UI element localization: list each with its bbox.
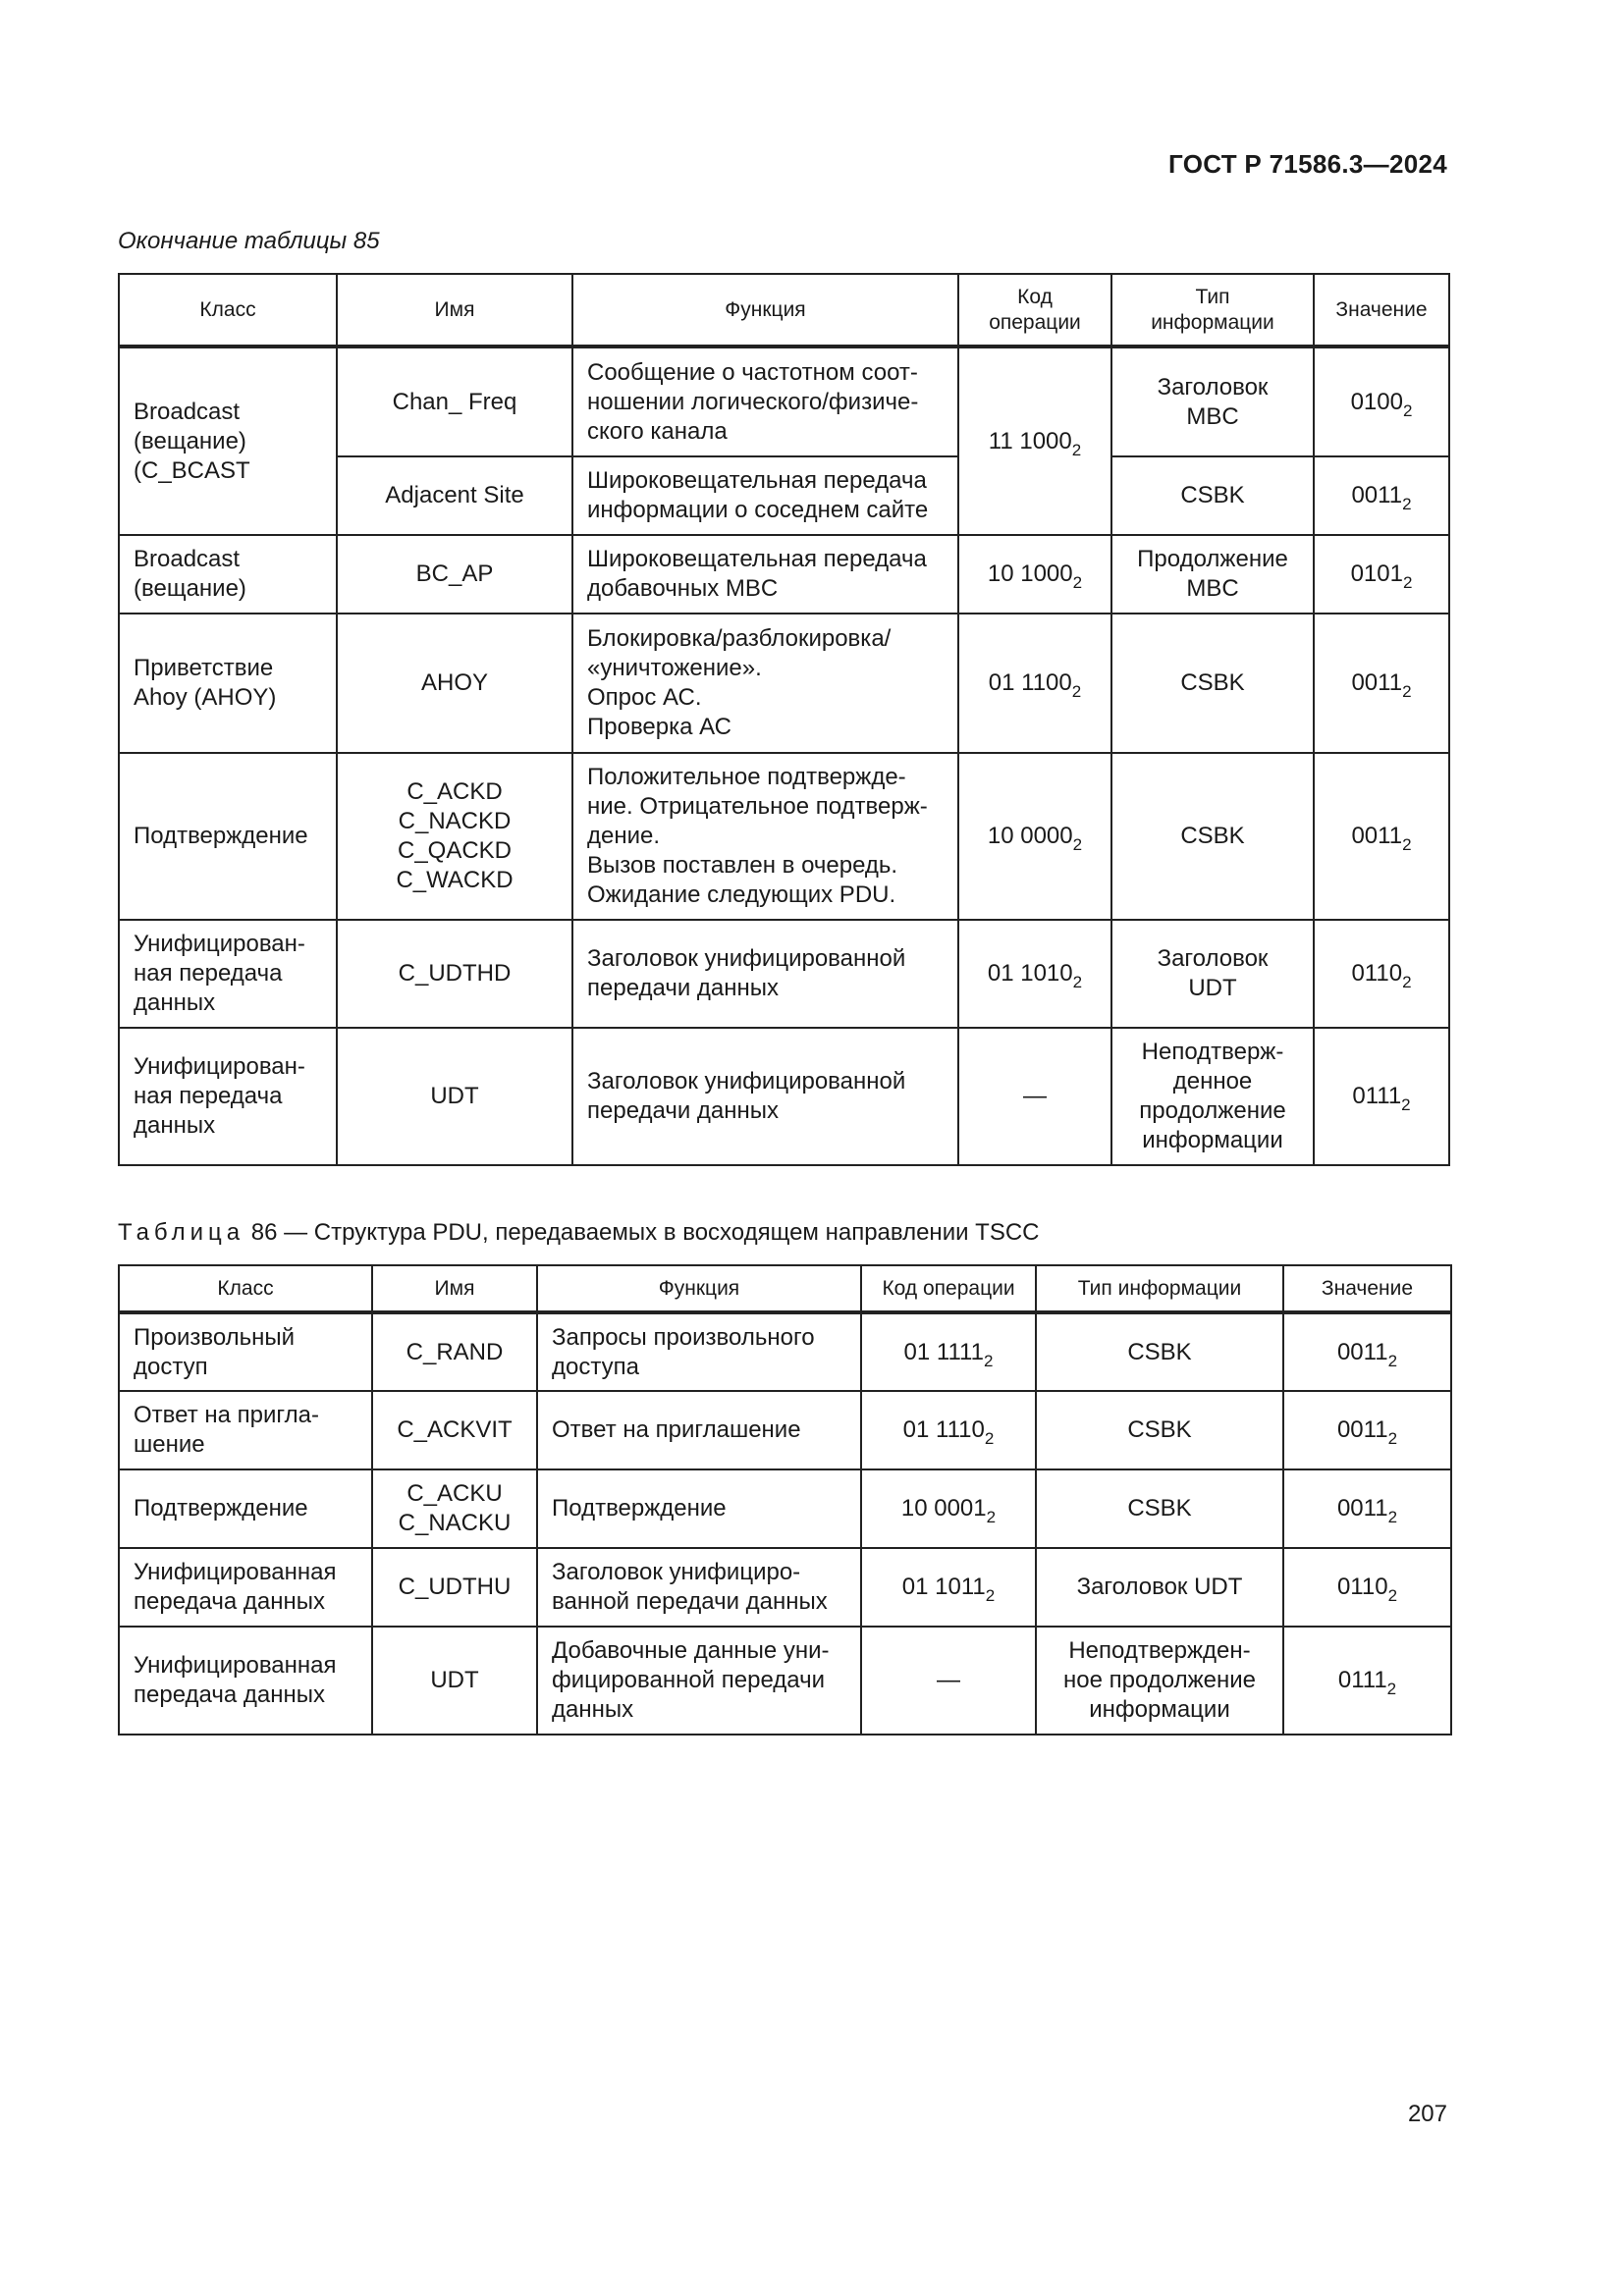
cell-value xyxy=(1283,1627,1451,1735)
column-header-class: Класс xyxy=(119,274,337,347)
value-base-subscript: 2 xyxy=(1401,1095,1411,1114)
table-row xyxy=(119,1627,1451,1735)
value-base-subscript: 2 xyxy=(1402,573,1413,592)
value-base-subscript: 2 xyxy=(1387,1351,1398,1370)
cell-info-type: Неподтверж- денное продолжение информации xyxy=(1111,1028,1314,1165)
cell-function: Заголовок унифицированной передачи данных xyxy=(572,1028,958,1165)
cell-value xyxy=(1314,456,1449,535)
table-85 xyxy=(118,273,1450,1166)
cell-function: Ответ на приглашение xyxy=(537,1391,861,1469)
value-base-subscript: 2 xyxy=(1402,973,1412,991)
opcode-base-subscript: 2 xyxy=(986,1508,997,1526)
cell-name: C_ACKD C_NACKD C_QACKD C_WACKD xyxy=(337,753,572,920)
table-86-header-row xyxy=(119,1265,1451,1312)
value-base-subscript: 2 xyxy=(1402,682,1412,701)
table-row xyxy=(119,1548,1451,1627)
cell-info-type: CSBK xyxy=(1111,753,1314,920)
cell-class: Broadcast (вещание) xyxy=(119,535,337,614)
table-86-caption-prefix: Таблица xyxy=(118,1219,245,1246)
cell-value xyxy=(1314,347,1449,456)
opcode-digits: 11 1000 xyxy=(988,427,1072,454)
cell-value xyxy=(1283,1469,1451,1548)
column-header-info-type: Тип информации xyxy=(1111,274,1314,347)
opcode-base-subscript: 2 xyxy=(1072,573,1083,592)
cell-function: Запросы произвольного доступа xyxy=(537,1312,861,1391)
cell-value xyxy=(1314,920,1449,1028)
cell-function: Заголовок унифициро- ванной передачи данных xyxy=(537,1548,861,1627)
cell-value xyxy=(1314,535,1449,614)
cell-class: Унифицированная передача данных xyxy=(119,1627,372,1735)
value-digits: 0011 xyxy=(1336,1416,1388,1443)
cell-name: C_ACKVIT xyxy=(372,1391,537,1469)
column-header-class: Класс xyxy=(119,1265,372,1312)
cell-class: Подтверждение xyxy=(119,753,337,920)
column-header-info-type: Тип информации xyxy=(1036,1265,1283,1312)
cell-value xyxy=(1283,1391,1451,1469)
opcode-base-subscript: 2 xyxy=(985,1586,996,1605)
table-row xyxy=(119,753,1449,920)
value-base-subscript: 2 xyxy=(1387,1508,1398,1526)
table-row xyxy=(119,1391,1451,1469)
value-digits: 0011 xyxy=(1351,669,1403,696)
cell-info-type: CSBK xyxy=(1036,1469,1283,1548)
value-digits: 0111 xyxy=(1337,1667,1387,1693)
cell-opcode xyxy=(861,1548,1036,1627)
cell-opcode: — xyxy=(958,1028,1111,1165)
cell-class: Произвольный доступ xyxy=(119,1312,372,1391)
table-row xyxy=(119,1028,1449,1165)
cell-function: Положительное подтвержде- ние. Отрицательное подтверж- дение. Вызов поставлен в очередь. Ожидание следующих PDU. xyxy=(572,753,958,920)
value-digits: 0011 xyxy=(1336,1495,1388,1522)
cell-class: Ответ на пригла- шение xyxy=(119,1391,372,1469)
cell-info-type: Заголовок UDT xyxy=(1036,1548,1283,1627)
cell-info-type: CSBK xyxy=(1111,614,1314,753)
standard-designation: ГОСТ Р 71586.3—2024 xyxy=(1168,149,1447,179)
column-header-value: Значение xyxy=(1283,1265,1451,1312)
value-digits: 0110 xyxy=(1351,960,1403,987)
table-row xyxy=(119,920,1449,1028)
cell-name: UDT xyxy=(337,1028,572,1165)
value-base-subscript: 2 xyxy=(1402,835,1412,854)
opcode-base-subscript: 2 xyxy=(1071,682,1082,701)
table-row xyxy=(119,1469,1451,1548)
value-digits: 0111 xyxy=(1352,1083,1402,1109)
cell-function: Сообщение о частотном соот- ношении логического/физиче- ского канала xyxy=(572,347,958,456)
value-digits: 0100 xyxy=(1350,388,1403,415)
opcode-base-subscript: 2 xyxy=(1071,440,1082,459)
value-base-subscript: 2 xyxy=(1387,1429,1398,1448)
value-digits: 0110 xyxy=(1336,1574,1388,1600)
value-digits: 0011 xyxy=(1351,823,1403,849)
cell-opcode xyxy=(958,753,1111,920)
opcode-digits: 10 1000 xyxy=(987,561,1073,587)
value-base-subscript: 2 xyxy=(1386,1680,1397,1698)
opcode-base-subscript: 2 xyxy=(984,1429,995,1448)
opcode-digits: 01 1010 xyxy=(987,960,1073,987)
cell-class: Унифицирован- ная передача данных xyxy=(119,920,337,1028)
opcode-base-subscript: 2 xyxy=(983,1351,994,1370)
cell-opcode: — xyxy=(861,1627,1036,1735)
page-number: 207 xyxy=(1407,2101,1447,2127)
cell-function: Заголовок унифицированной передачи данных xyxy=(572,920,958,1028)
table-row xyxy=(119,614,1449,753)
cell-name: C_ACKU C_NACKU xyxy=(372,1469,537,1548)
table-85-continuation-caption: Окончание таблицы 85 xyxy=(118,228,380,254)
value-base-subscript: 2 xyxy=(1387,1586,1398,1605)
value-digits: 0101 xyxy=(1350,561,1403,587)
cell-function: Добавочные данные уни- фицированной передачи данных xyxy=(537,1627,861,1735)
cell-function: Подтверждение xyxy=(537,1469,861,1548)
cell-name: C_RAND xyxy=(372,1312,537,1391)
column-header-opcode: Код операции xyxy=(958,274,1111,347)
cell-class: Приветствие Ahoy (AHOY) xyxy=(119,614,337,753)
column-header-function: Функция xyxy=(537,1265,861,1312)
table-86-caption-title: 86 — Структура PDU, передаваемых в восходящем направлении TSCC xyxy=(244,1219,1040,1246)
cell-info-type: CSBK xyxy=(1036,1312,1283,1391)
table-row xyxy=(119,1312,1451,1391)
cell-opcode xyxy=(958,614,1111,753)
table-86-caption xyxy=(118,1219,1040,1247)
table-row xyxy=(119,535,1449,614)
value-base-subscript: 2 xyxy=(1402,400,1413,420)
cell-value xyxy=(1314,614,1449,753)
cell-opcode xyxy=(861,1469,1036,1548)
cell-info-type: Заголовок UDT xyxy=(1111,920,1314,1028)
cell-opcode xyxy=(861,1391,1036,1469)
cell-value xyxy=(1314,1028,1449,1165)
cell-info-type: CSBK xyxy=(1036,1391,1283,1469)
cell-name: BC_AP xyxy=(337,535,572,614)
cell-info-type: Заголовок MBC xyxy=(1111,347,1314,456)
table-86 xyxy=(118,1264,1452,1735)
column-header-function: Функция xyxy=(572,274,958,347)
opcode-base-subscript: 2 xyxy=(1072,835,1083,854)
cell-class: Broadcast (вещание) (C_BCAST xyxy=(119,347,337,535)
value-base-subscript: 2 xyxy=(1402,495,1412,513)
cell-name: Adjacent Site xyxy=(337,456,572,535)
value-digits: 0011 xyxy=(1336,1338,1388,1365)
cell-opcode xyxy=(861,1312,1036,1391)
cell-info-type: CSBK xyxy=(1111,456,1314,535)
table-row xyxy=(119,347,1449,456)
cell-value xyxy=(1314,753,1449,920)
opcode-digits: 01 1111 xyxy=(903,1338,984,1365)
cell-class: Унифицированная передача данных xyxy=(119,1548,372,1627)
cell-class: Подтверждение xyxy=(119,1469,372,1548)
cell-function: Широковещательная передача добавочных MBC xyxy=(572,535,958,614)
column-header-name: Имя xyxy=(337,274,572,347)
cell-name: AHOY xyxy=(337,614,572,753)
column-header-opcode: Код операции xyxy=(861,1265,1036,1312)
opcode-digits: 01 1011 xyxy=(901,1574,986,1600)
cell-opcode xyxy=(958,535,1111,614)
cell-value xyxy=(1283,1312,1451,1391)
cell-name: C_UDTHU xyxy=(372,1548,537,1627)
cell-name: Chan_ Freq xyxy=(337,347,572,456)
opcode-base-subscript: 2 xyxy=(1072,973,1083,991)
column-header-name: Имя xyxy=(372,1265,537,1312)
column-header-value: Значение xyxy=(1314,274,1449,347)
cell-class: Унифицирован- ная передача данных xyxy=(119,1028,337,1165)
cell-name: C_UDTHD xyxy=(337,920,572,1028)
cell-info-type: Продолжение MBC xyxy=(1111,535,1314,614)
cell-info-type: Неподтвержден- ное продолжение информации xyxy=(1036,1627,1283,1735)
opcode-digits: 01 1110 xyxy=(902,1416,985,1443)
cell-opcode xyxy=(958,920,1111,1028)
opcode-digits: 01 1100 xyxy=(988,669,1072,696)
cell-name: UDT xyxy=(372,1627,537,1735)
opcode-digits: 10 0000 xyxy=(987,823,1073,849)
value-digits: 0011 xyxy=(1351,482,1403,508)
cell-value xyxy=(1283,1548,1451,1627)
cell-opcode xyxy=(958,347,1111,535)
table-85-header-row xyxy=(119,274,1449,347)
opcode-digits: 10 0001 xyxy=(900,1495,987,1522)
cell-function: Широковещательная передача информации о соседнем сайте xyxy=(572,456,958,535)
cell-function: Блокировка/разблокировка/ «уничтожение». Опрос АС. Проверка АС xyxy=(572,614,958,753)
